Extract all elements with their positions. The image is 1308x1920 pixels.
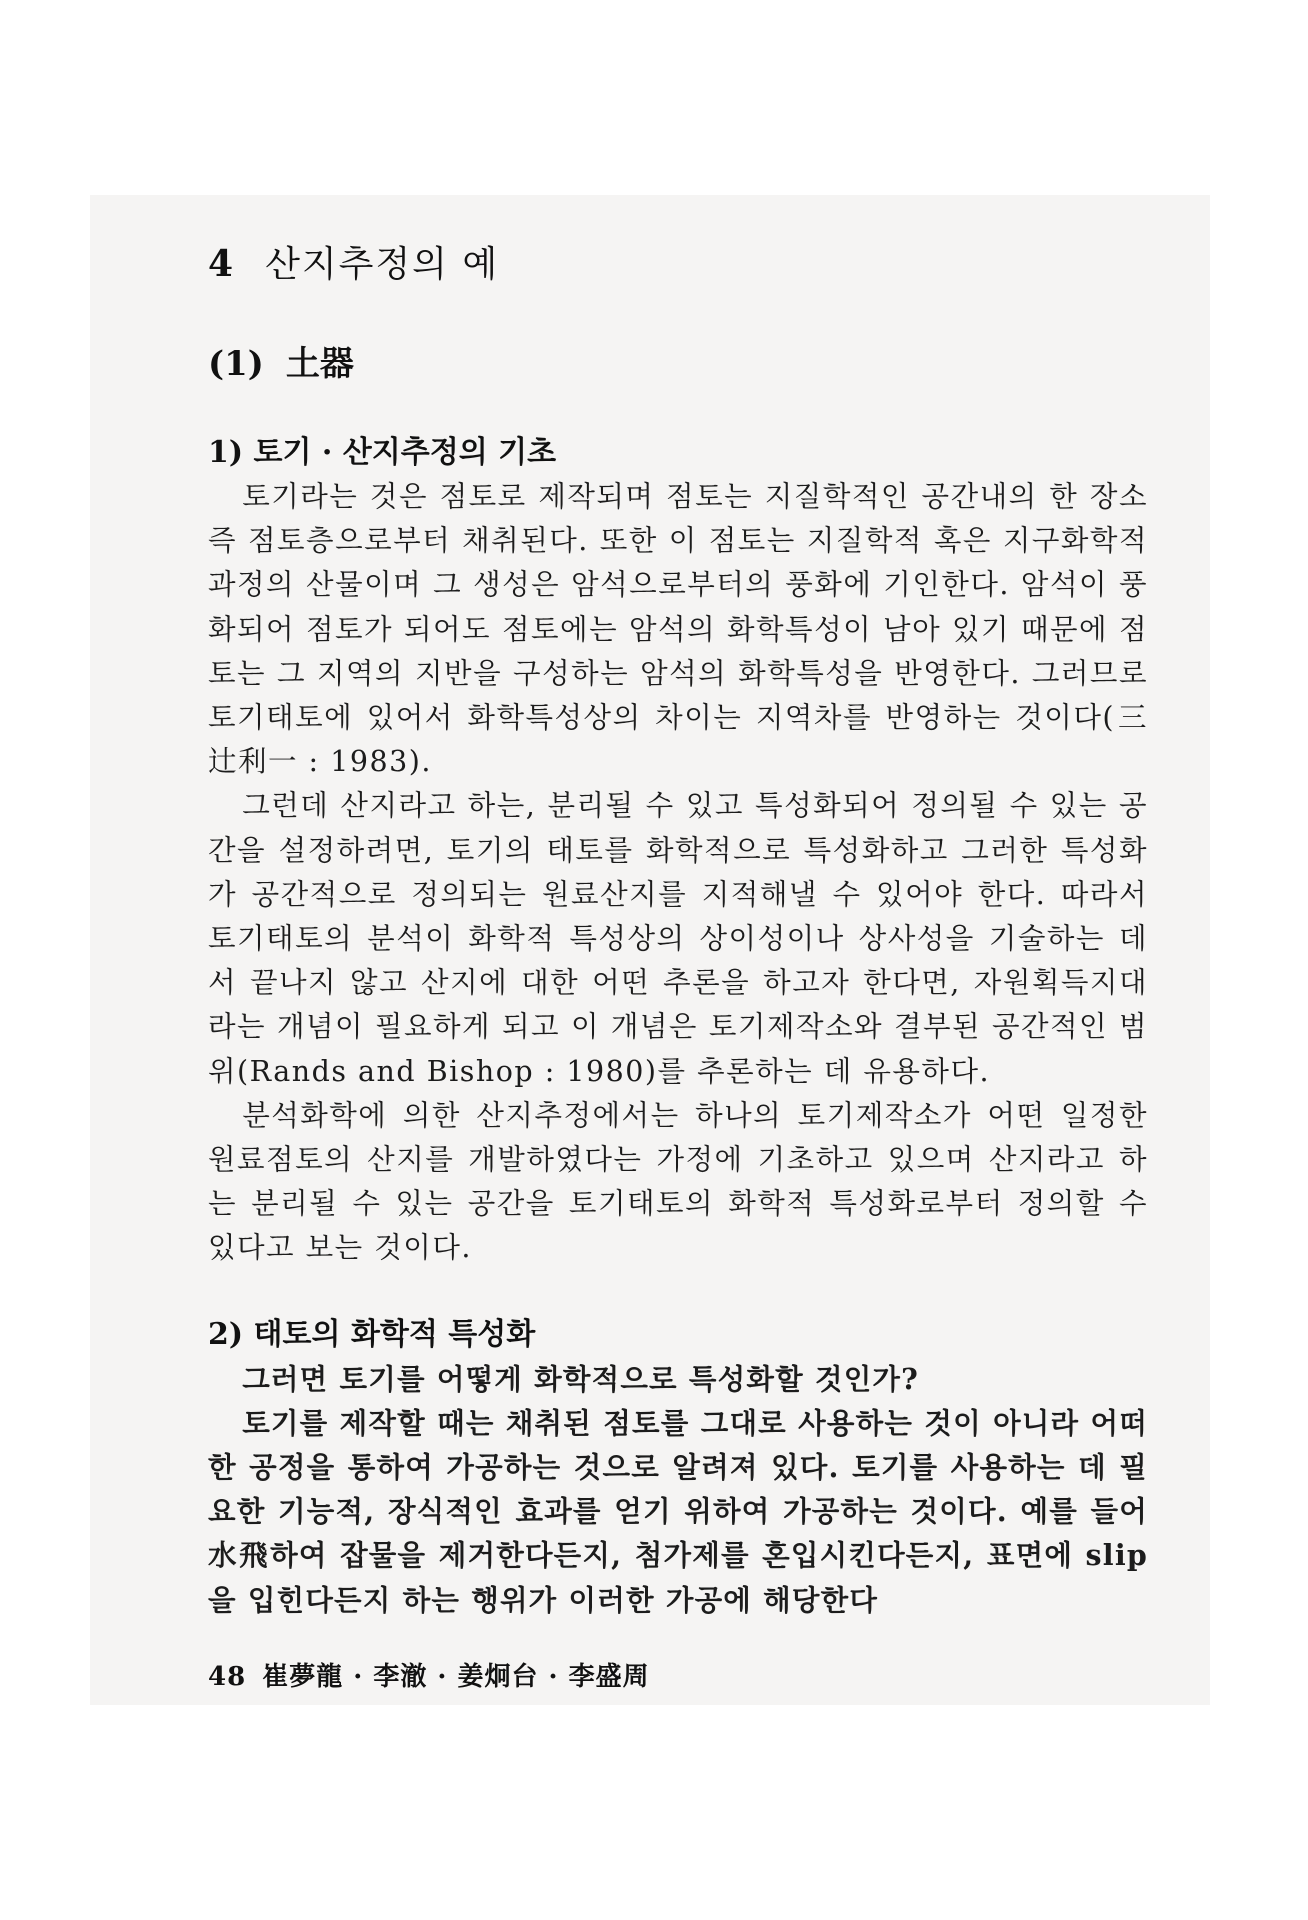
subsection-2-heading: 2) 태토의 화학적 특성화: [208, 1316, 536, 1352]
page-footer: [208, 1656, 650, 1693]
subsection-1-heading: 1) 토기 · 산지추정의 기초: [208, 435, 557, 470]
chapter-title: 산지추정의 예: [265, 244, 500, 285]
chapter-number: 4: [208, 243, 236, 285]
running-authors: 崔夢龍 · 李澈 · 姜炯台 · 李盛周: [262, 1662, 650, 1692]
paragraph: 그러면 토기를 어떻게 화학적으로 특성화할 것인가?: [242, 1361, 920, 1396]
paragraph: 그런데 산지라고 하는, 분리될 수 있고 특성화되어 정의될 수 있는 공간을 설정하려면, 토기의 태토를 화학적으로 특성화하고 그러한 특성화가 공간적으로 정의되는 원료산지를 지적해낼 수 있어야 한다. 따라서 토기태토의 분석이 화학적 특성상의 상이성이나 상사성을 기술하는 데서 끝나지 않고 산지에 대한 어떤 추론을 하고자 한다면, 자원획득지대라는 개념이 필요하게 되고 이 개념은 토기제작소와 결부된 공간적인 범위(Rands and Bishop : 1980)를 추론하는 데 유용하다.: [208, 789, 1148, 1088]
section-title: 土器: [285, 344, 354, 384]
paragraph: 토기라는 것은 점토로 제작되며 점토는 지질학적인 공간내의 한 장소 즉 점토층으로부터 채취된다. 또한 이 점토는 지질학적 혹은 지구화학적 과정의 산물이며 그 생성은 암석으로부터의 풍화에 기인한다. 암석이 풍화되어 점토가 되어도 점토에는 암석의 화학특성이 남아 있기 때문에 점토는 그 지역의 지반을 구성하는 암석의 화학특성을 반영한다. 그러므로 토기태토에 있어서 화학특성상의 차이는 지역차를 반영하는 것이다(三辻利一 : 1983).: [208, 480, 1148, 779]
section-gap: [208, 1271, 1148, 1313]
paragraph: 토기를 제작할 때는 채취된 점토를 그대로 사용하는 것이 아니라 어떠한 공정을 통하여 가공하는 것으로 알려져 있다. 토기를 사용하는 데 필요한 기능적, 장식적인 효과를 얻기 위하여 가공하는 것이다. 예를 들어 水飛하여 잡물을 제거한다든지, 첨가제를 혼입시킨다든지, 표면에 slip을 입힌다든지 하는 행위가 이러한 가공에 해당한다: [208, 1405, 1148, 1617]
section-number: (1): [208, 344, 264, 384]
page-number: 48: [208, 1662, 247, 1692]
section-heading: [208, 341, 1148, 387]
page-content: [208, 240, 1148, 1622]
paragraph: 분석화학에 의한 산지추정에서는 하나의 토기제작소가 어떤 일정한 원료점토의 산지를 개발하였다는 가정에 기초하고 있으며 산지라고 하는 분리될 수 있는 공간을 토기태토의 화학적 특성화로부터 정의할 수 있다고 보는 것이다.: [208, 1098, 1148, 1265]
chapter-heading: [208, 240, 1148, 289]
